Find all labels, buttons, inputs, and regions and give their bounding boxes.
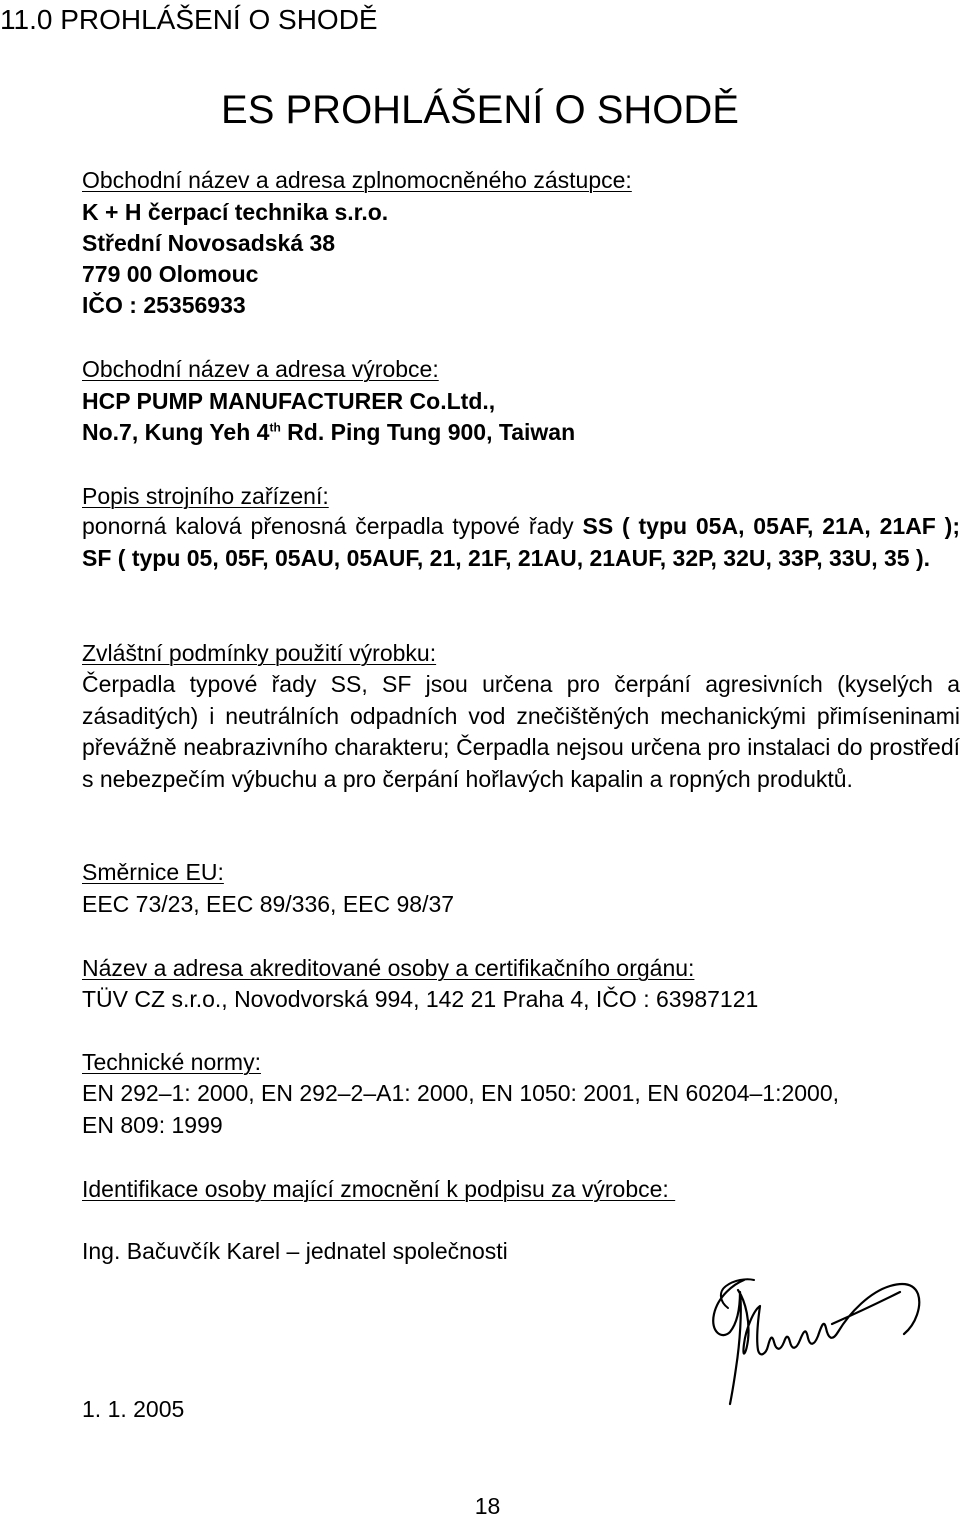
manufacturer-address [82,416,575,448]
standards-line-2: EN 809: 1999 [82,1112,223,1138]
manufacturer-address-part2: Rd. Ping Tung 900, Taiwan [280,419,576,445]
document-title [0,86,960,134]
document-title-text: ES PROHLÁŠENÍ O SHODĚ [221,88,739,132]
description-text-normal: ponorná kalová přenosná čerpadla typové řady [82,513,583,539]
signatory-label: Identifikace osoby mající zmocnění k podpisu za výrobce: [82,1176,676,1202]
handwritten-signature [700,1262,945,1412]
signatory-name: Ing. Bačuvčík Karel – jednatel společnosti [82,1238,508,1264]
description-label: Popis strojního zařízení: [82,483,329,509]
description-text-bold: SS ( typu 05A, 05AF, 21A, 21AF ); SF ( typu 05, 05F, 05AU, 05AUF, 21, 21F, 21AU, 21AUF, 32P, 32U, 33P, 33U, 35 ). [82,513,960,571]
representative-city: 779 00 Olomouc [82,261,259,287]
manufacturer-name: HCP PUMP MANUFACTURER Co.Ltd., [82,388,496,414]
directives-label: Směrnice EU: [82,859,224,885]
representative-ico: IČO : 25356933 [82,292,246,318]
section-heading: 11.0 PROHLÁŠENÍ O SHODĚ [0,4,378,35]
notified-body-label: Název a adresa akreditované osoby a certifikačního orgánu: [82,955,695,981]
manufacturer-address-part1: No.7, Kung Yeh 4 [82,419,270,445]
description-text [82,511,960,574]
standards-label: Technické normy: [82,1049,261,1075]
standards-line-1: EN 292–1: 2000, EN 292–2–A1: 2000, EN 1050: 2001, EN 60204–1:2000, [82,1080,840,1106]
conditions-label: Zvláštní podmínky použití výrobku: [82,640,437,666]
notified-body-text: TÜV CZ s.r.o., Novodvorská 994, 142 21 Praha 4, IČO : 63987121 [82,986,759,1012]
signature-stroke [713,1280,919,1404]
representative-street: Střední Novosadská 38 [82,230,336,256]
manufacturer-address-sup: th [269,420,281,435]
conditions-text: Čerpadla typové řady SS, SF jsou určena pro čerpání agresivních (kyselých a zásaditých) i neutrálních odpadních vod znečištěných mechanickými přimíseninami převážně neabrazivního charakteru; Čerpadla nejsou určena pro instalaci do prostředí s nebezpečím výbuchu a pro čerpání hořlavých kapalin a ropných produktů. [82,671,960,792]
representative-label: Obchodní název a adresa zplnomocněného zástupce: [82,167,632,193]
page-number: 18 [474,1493,501,1519]
manufacturer-label: Obchodní název a adresa výrobce: [82,356,439,382]
directives-text: EEC 73/23, EEC 89/336, EEC 98/37 [82,891,455,917]
date: 1. 1. 2005 [82,1396,185,1422]
representative-name: K + H čerpací technika s.r.o. [82,199,389,225]
